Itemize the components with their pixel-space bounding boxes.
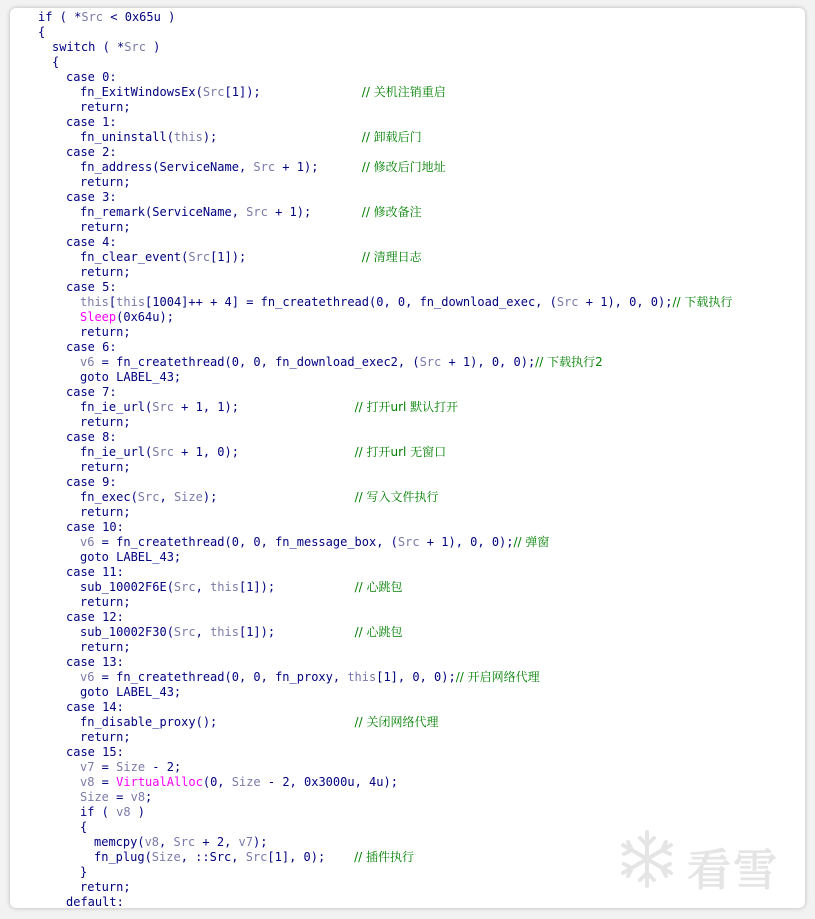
code-line bbox=[10, 295, 805, 310]
code-token: + 1), 0, 0); bbox=[441, 355, 536, 369]
code-token: return; bbox=[80, 265, 131, 279]
code-line bbox=[10, 505, 805, 520]
code-token: v6 bbox=[80, 355, 95, 369]
code-token: Size bbox=[151, 850, 181, 864]
code-line bbox=[10, 580, 805, 595]
code-token: Src bbox=[253, 160, 276, 174]
code-token: case 13: bbox=[66, 655, 124, 669]
code-token: + 1, 0); bbox=[173, 445, 355, 459]
code-line bbox=[10, 445, 805, 460]
code-line bbox=[10, 10, 805, 25]
code-token: v8 bbox=[130, 790, 146, 804]
code-line bbox=[10, 745, 805, 760]
code-token: ); bbox=[202, 130, 362, 144]
code-line bbox=[10, 640, 805, 655]
code-token: return; bbox=[80, 880, 131, 894]
code-token: v8 bbox=[144, 835, 160, 849]
code-line bbox=[10, 100, 805, 115]
code-token: , ::Src, bbox=[180, 850, 246, 864]
code-line bbox=[10, 40, 805, 55]
code-token: return; bbox=[80, 595, 131, 609]
code-token: case 1: bbox=[66, 115, 117, 129]
code-line bbox=[10, 625, 805, 640]
code-line bbox=[10, 160, 805, 175]
code-token: Src bbox=[137, 490, 160, 504]
code-token: = fn_createthread(0, 0, fn_message_box, ( bbox=[94, 535, 398, 549]
code-token: = bbox=[94, 775, 117, 789]
code-line bbox=[10, 145, 805, 160]
code-token: case 12: bbox=[66, 610, 124, 624]
code-token: return; bbox=[80, 175, 131, 189]
code-token: return; bbox=[80, 325, 131, 339]
code-token: fn_uninstall( bbox=[80, 130, 174, 144]
code-token: [1], 0, 0); bbox=[376, 670, 456, 684]
code-token: ); bbox=[202, 490, 355, 504]
code-line bbox=[10, 25, 805, 40]
code-token: ) bbox=[130, 805, 146, 819]
code-line bbox=[10, 310, 805, 325]
code-line bbox=[10, 115, 805, 130]
code-comment: // 打开url 默认打开 bbox=[354, 400, 459, 414]
code-token: , bbox=[159, 835, 174, 849]
code-token: return; bbox=[80, 220, 131, 234]
code-token: return; bbox=[80, 505, 131, 519]
code-token: Sleep bbox=[80, 310, 117, 324]
code-token: fn_clear_event( bbox=[80, 250, 189, 264]
code-comment: // 心跳包 bbox=[354, 625, 403, 639]
code-token: + 1), 0, 0); bbox=[578, 295, 673, 309]
code-line bbox=[10, 205, 805, 220]
code-token: switch ( * bbox=[52, 40, 125, 54]
code-line bbox=[10, 565, 805, 580]
code-token: ); bbox=[252, 835, 268, 849]
code-token: this bbox=[347, 670, 377, 684]
code-token: goto LABEL_43; bbox=[80, 370, 182, 384]
code-token: case 5: bbox=[66, 280, 117, 294]
code-token: this bbox=[80, 295, 109, 309]
code-token: Src bbox=[124, 40, 146, 54]
code-token: Src bbox=[397, 535, 420, 549]
code-line bbox=[10, 250, 805, 265]
code-token: case 11: bbox=[66, 565, 124, 579]
code-comment: // 下载执行2 bbox=[535, 355, 603, 369]
code-token: + 2, bbox=[195, 835, 239, 849]
code-comment: // 清理日志 bbox=[361, 250, 422, 264]
code-token: case 14: bbox=[66, 700, 124, 714]
code-comment: // 打开url 无窗口 bbox=[354, 445, 447, 459]
code-comment: // 写入文件执行 bbox=[354, 490, 439, 504]
code-token: [1]); bbox=[238, 580, 355, 594]
code-token: { bbox=[80, 820, 88, 834]
code-token: Src bbox=[419, 355, 442, 369]
code-token: if ( bbox=[80, 805, 117, 819]
code-line bbox=[10, 490, 805, 505]
code-token: fn_plug( bbox=[94, 850, 152, 864]
code-token: return; bbox=[80, 460, 131, 474]
code-token: fn_address(ServiceName, bbox=[80, 160, 254, 174]
code-token: Src bbox=[202, 85, 225, 99]
code-token: case 9: bbox=[66, 475, 117, 489]
code-token: [ bbox=[108, 295, 117, 309]
code-token: this bbox=[173, 130, 203, 144]
code-line bbox=[10, 235, 805, 250]
code-line bbox=[10, 70, 805, 85]
code-token: - 2, 0x3000u, 4u); bbox=[260, 775, 398, 789]
code-line bbox=[10, 670, 805, 685]
code-token: v6 bbox=[80, 670, 95, 684]
code-token: case 7: bbox=[66, 385, 117, 399]
code-token: + 1); bbox=[267, 205, 362, 219]
code-line bbox=[10, 685, 805, 700]
code-token: v7 bbox=[80, 760, 95, 774]
kanxue-watermark bbox=[612, 828, 787, 896]
code-token: VirtualAlloc bbox=[116, 775, 203, 789]
code-token: + 1, 1); bbox=[173, 400, 355, 414]
code-comment: // 卸载后门 bbox=[361, 130, 422, 144]
code-token: } bbox=[80, 865, 88, 879]
code-line bbox=[10, 55, 805, 70]
code-comment: // 关机注销重启 bbox=[361, 85, 446, 99]
code-token: return; bbox=[80, 100, 131, 114]
snowflake-icon bbox=[612, 828, 682, 890]
code-token: default: bbox=[66, 895, 124, 908]
code-line bbox=[10, 805, 805, 820]
code-line bbox=[10, 190, 805, 205]
code-token: fn_exec( bbox=[80, 490, 138, 504]
pseudocode-listing bbox=[10, 10, 805, 908]
code-line bbox=[10, 370, 805, 385]
code-token: + 1), 0, 0); bbox=[419, 535, 514, 549]
code-token: Src bbox=[173, 625, 196, 639]
code-comment: // 修改备注 bbox=[361, 205, 422, 219]
code-line bbox=[10, 730, 805, 745]
code-token: ; bbox=[145, 790, 153, 804]
code-token: Size bbox=[173, 490, 203, 504]
code-token: [1]); bbox=[238, 625, 355, 639]
code-viewer-panel bbox=[10, 8, 805, 908]
code-line bbox=[10, 595, 805, 610]
code-token: case 2: bbox=[66, 145, 117, 159]
code-token: return; bbox=[80, 415, 131, 429]
code-token: Src bbox=[81, 10, 104, 24]
code-token: case 10: bbox=[66, 520, 124, 534]
code-line bbox=[10, 790, 805, 805]
code-token: Src bbox=[152, 400, 174, 414]
code-comment: // 插件执行 bbox=[354, 850, 415, 864]
code-token: (0, bbox=[202, 775, 232, 789]
code-token: fn_remark(ServiceName, bbox=[80, 205, 247, 219]
code-token: , bbox=[195, 625, 211, 639]
code-token: Src bbox=[245, 850, 268, 864]
code-token: [1]); bbox=[224, 85, 362, 99]
code-token: + 1); bbox=[275, 160, 362, 174]
code-line bbox=[10, 415, 805, 430]
code-token: goto LABEL_43; bbox=[80, 685, 182, 699]
code-token: fn_ie_url( bbox=[80, 400, 153, 414]
code-token: sub_10002F6E( bbox=[80, 580, 174, 594]
code-line bbox=[10, 385, 805, 400]
code-line bbox=[10, 430, 805, 445]
code-line bbox=[10, 325, 805, 340]
code-token: this bbox=[116, 295, 146, 309]
code-token: return; bbox=[80, 730, 131, 744]
code-token: v6 bbox=[80, 535, 95, 549]
code-token: { bbox=[38, 25, 46, 39]
code-token: = bbox=[94, 760, 117, 774]
code-token: Src bbox=[152, 445, 174, 459]
code-token: [1]); bbox=[210, 250, 362, 264]
code-line bbox=[10, 475, 805, 490]
code-token: Src bbox=[188, 250, 211, 264]
code-token: case 6: bbox=[66, 340, 117, 354]
code-line bbox=[10, 265, 805, 280]
code-token: this bbox=[210, 625, 239, 639]
code-token: case 8: bbox=[66, 430, 117, 444]
watermark-text: 看雪 bbox=[687, 845, 779, 896]
code-token: < 0x65u ) bbox=[103, 10, 176, 24]
code-token: , bbox=[159, 490, 174, 504]
code-token: case 15: bbox=[66, 745, 124, 759]
code-token: [1004]++ + 4] = fn_createthread(0, 0, fn_download_exec, ( bbox=[145, 295, 557, 309]
code-line bbox=[10, 535, 805, 550]
code-line bbox=[10, 130, 805, 145]
code-line bbox=[10, 550, 805, 565]
code-token: this bbox=[210, 580, 239, 594]
code-line bbox=[10, 700, 805, 715]
code-line bbox=[10, 655, 805, 670]
code-token: v8 bbox=[80, 775, 95, 789]
code-token: = bbox=[108, 790, 131, 804]
code-line bbox=[10, 610, 805, 625]
code-token: fn_ie_url( bbox=[80, 445, 153, 459]
code-line bbox=[10, 175, 805, 190]
code-line bbox=[10, 220, 805, 235]
code-line bbox=[10, 340, 805, 355]
code-line bbox=[10, 760, 805, 775]
code-token: return; bbox=[80, 640, 131, 654]
code-token: case 3: bbox=[66, 190, 117, 204]
code-token: ) bbox=[145, 40, 161, 54]
code-token: v7 bbox=[238, 835, 253, 849]
code-line bbox=[10, 460, 805, 475]
code-token: = fn_createthread(0, 0, fn_proxy, bbox=[94, 670, 348, 684]
code-comment: // 关闭网络代理 bbox=[354, 715, 439, 729]
code-token: fn_disable_proxy(); bbox=[80, 715, 355, 729]
code-token: fn_ExitWindowsEx( bbox=[80, 85, 203, 99]
code-line bbox=[10, 520, 805, 535]
code-token: Src bbox=[173, 580, 196, 594]
code-comment: // 心跳包 bbox=[354, 580, 403, 594]
code-token: sub_10002F30( bbox=[80, 625, 174, 639]
code-comment: // 开启网络代理 bbox=[455, 670, 540, 684]
code-token: (0x64u); bbox=[116, 310, 174, 324]
code-token: case 0: bbox=[66, 70, 117, 84]
code-token: Src bbox=[246, 205, 268, 219]
code-line bbox=[10, 85, 805, 100]
code-line bbox=[10, 775, 805, 790]
code-token: goto LABEL_43; bbox=[80, 550, 182, 564]
code-comment: // 修改后门地址 bbox=[361, 160, 446, 174]
code-token: { bbox=[52, 55, 60, 69]
code-token: Size bbox=[116, 760, 146, 774]
code-token: Src bbox=[173, 835, 196, 849]
code-token: Size bbox=[231, 775, 261, 789]
code-line bbox=[10, 355, 805, 370]
code-token: - 2; bbox=[145, 760, 182, 774]
code-token: v8 bbox=[116, 805, 131, 819]
code-token: case 4: bbox=[66, 235, 117, 249]
code-token: Src bbox=[556, 295, 579, 309]
code-token: memcpy( bbox=[94, 835, 145, 849]
code-token: if ( * bbox=[38, 10, 82, 24]
code-comment: // 弹窗 bbox=[513, 535, 550, 549]
code-line bbox=[10, 715, 805, 730]
code-token: = fn_createthread(0, 0, fn_download_exec2, ( bbox=[94, 355, 420, 369]
code-comment: // 下载执行 bbox=[672, 295, 733, 309]
code-line bbox=[10, 400, 805, 415]
code-line bbox=[10, 895, 805, 908]
code-token: Size bbox=[80, 790, 109, 804]
code-line bbox=[10, 280, 805, 295]
code-token: [1], 0); bbox=[267, 850, 355, 864]
code-token: , bbox=[195, 580, 211, 594]
